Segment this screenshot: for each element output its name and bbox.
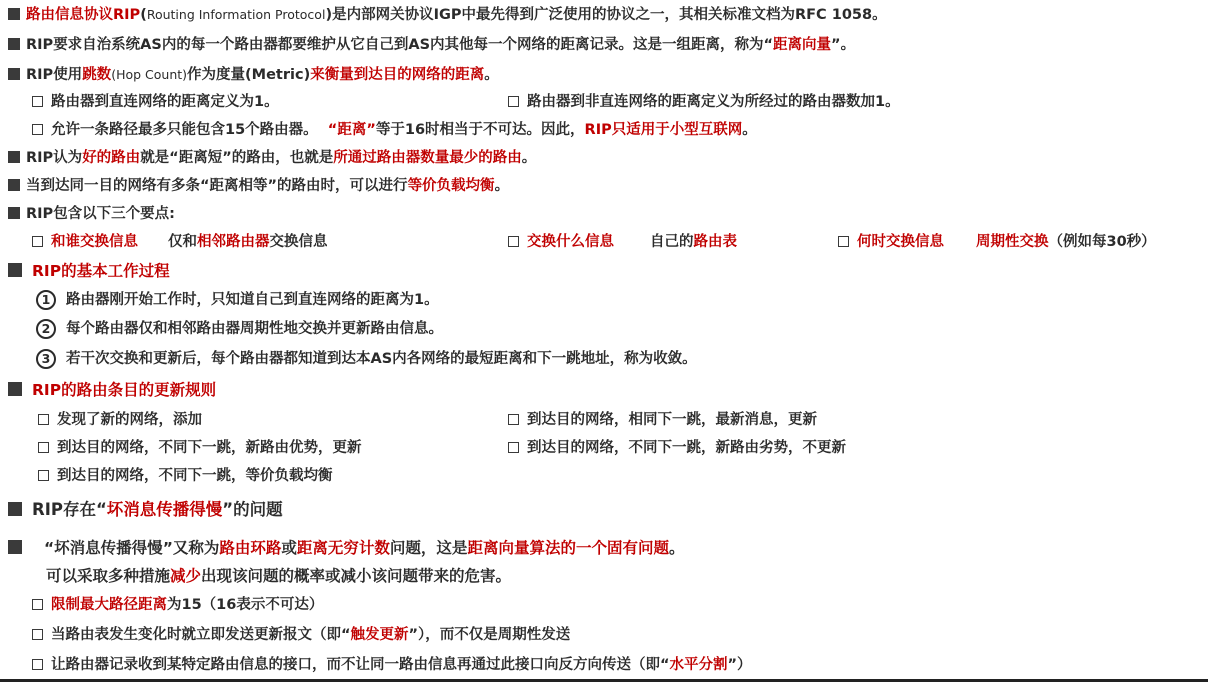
number-3-icon: 3	[36, 349, 56, 369]
square-bullet-icon	[8, 8, 20, 20]
intro-line-6: RIP包含以下三个要点:	[8, 203, 175, 225]
rule-item: 到达目的网络，相同下一跳，最新消息，更新	[508, 409, 817, 431]
problem-title: RIP存在“坏消息传播得慢”的问题	[8, 499, 283, 521]
square-bullet-icon	[8, 263, 22, 277]
hop-rule-direct: 路由器到直连网络的距离定义为1。	[32, 91, 279, 113]
intro-line-2: RIP要求自治系统AS内的每一个路由器都要维护从它自己到AS内其他每一个网络的距离记录。这是一组距离，称为“距离向量”。	[8, 34, 855, 56]
point-when: 何时交换信息 周期性交换（例如每30秒）	[838, 231, 1156, 253]
checkbox-icon	[508, 236, 519, 247]
rule-item: 到达目的网络，不同下一跳，新路由优势，更新	[38, 437, 362, 459]
square-bullet-icon	[8, 68, 20, 80]
checkbox-icon	[32, 629, 43, 640]
checkbox-icon	[838, 236, 849, 247]
measure-triggered-update: 当路由表发生变化时就立即发送更新报文（即“触发更新”），而不仅是周期性发送	[32, 624, 570, 646]
measure-split-horizon: 让路由器记录收到某特定路由信息的接口，而不让同一路由信息再通过此接口向反方向传送（即“水平分割”）	[32, 654, 752, 676]
rule-item: 到达目的网络，不同下一跳，等价负载均衡	[38, 465, 333, 487]
intro-line-5: 当到达同一目的网络有多条“距离相等”的路由时，可以进行等价负载均衡。	[8, 175, 509, 197]
rule-item: 发现了新的网络，添加	[38, 409, 202, 431]
rip-term: 路由信息协议RIP	[26, 7, 141, 23]
process-step: 3 若干次交换和更新后，每个路由器都知道到达本AS内各网络的最短距离和下一跳地址，称为收敛。	[36, 348, 697, 370]
point-what: 交换什么信息 自己的路由表	[508, 231, 737, 253]
square-bullet-icon	[8, 179, 20, 191]
problem-description-1: “坏消息传播得慢”又称为路由环路或距离无穷计数问题，这是距离向量算法的一个固有问题。	[8, 537, 684, 559]
rules-title: RIP的路由条目的更新规则	[8, 379, 216, 401]
checkbox-icon	[508, 414, 519, 425]
square-bullet-icon	[8, 38, 20, 50]
problem-description-2: 可以采取多种措施减少出现该问题的概率或减小该问题带来的危害。	[46, 567, 512, 585]
checkbox-icon	[32, 124, 43, 135]
number-1-icon: 1	[36, 290, 56, 310]
checkbox-icon	[32, 659, 43, 670]
square-bullet-icon	[8, 502, 22, 516]
square-bullet-icon	[8, 382, 22, 396]
point-who: 和谁交换信息 仅和相邻路由器交换信息	[32, 231, 328, 253]
checkbox-icon	[38, 414, 49, 425]
checkbox-icon	[32, 599, 43, 610]
process-step: 2 每个路由器仅和相邻路由器周期性地交换并更新路由信息。	[36, 318, 443, 340]
intro-line-4: RIP认为好的路由就是“距离短”的路由，也就是所通过路由器数量最少的路由。	[8, 147, 536, 169]
checkbox-icon	[38, 470, 49, 481]
process-title: RIP的基本工作过程	[8, 260, 170, 282]
checkbox-icon	[38, 442, 49, 453]
square-bullet-icon	[8, 151, 20, 163]
square-bullet-icon	[8, 540, 22, 554]
rule-item: 到达目的网络，不同下一跳，新路由劣势，不更新	[508, 437, 846, 459]
number-2-icon: 2	[36, 319, 56, 339]
intro-line-3: RIP使用跳数(Hop Count)作为度量(Metric)来衡量到达目的网络的距离。	[8, 64, 499, 86]
checkbox-icon	[508, 442, 519, 453]
measure-max-distance: 限制最大路径距离为15（16表示不可达）	[32, 594, 323, 616]
hop-rule-indirect: 路由器到非直连网络的距离定义为所经过的路由器数加1。	[508, 91, 900, 113]
square-bullet-icon	[8, 207, 20, 219]
checkbox-icon	[32, 236, 43, 247]
checkbox-icon	[508, 96, 519, 107]
checkbox-icon	[32, 96, 43, 107]
process-step: 1 路由器刚开始工作时，只知道自己到直连网络的距离为1。	[36, 289, 439, 311]
intro-line-1: 路由信息协议RIP(Routing Information Protocol)是内部网关协议IGP中最先得到广泛使用的协议之一，其相关标准文档为RFC 1058。	[8, 4, 887, 26]
hop-limit-line: 允许一条路径最多只能包含15个路由器。 “距离”等于16时相当于不可达。因此，RIP只适用于小型互联网。	[32, 119, 757, 141]
